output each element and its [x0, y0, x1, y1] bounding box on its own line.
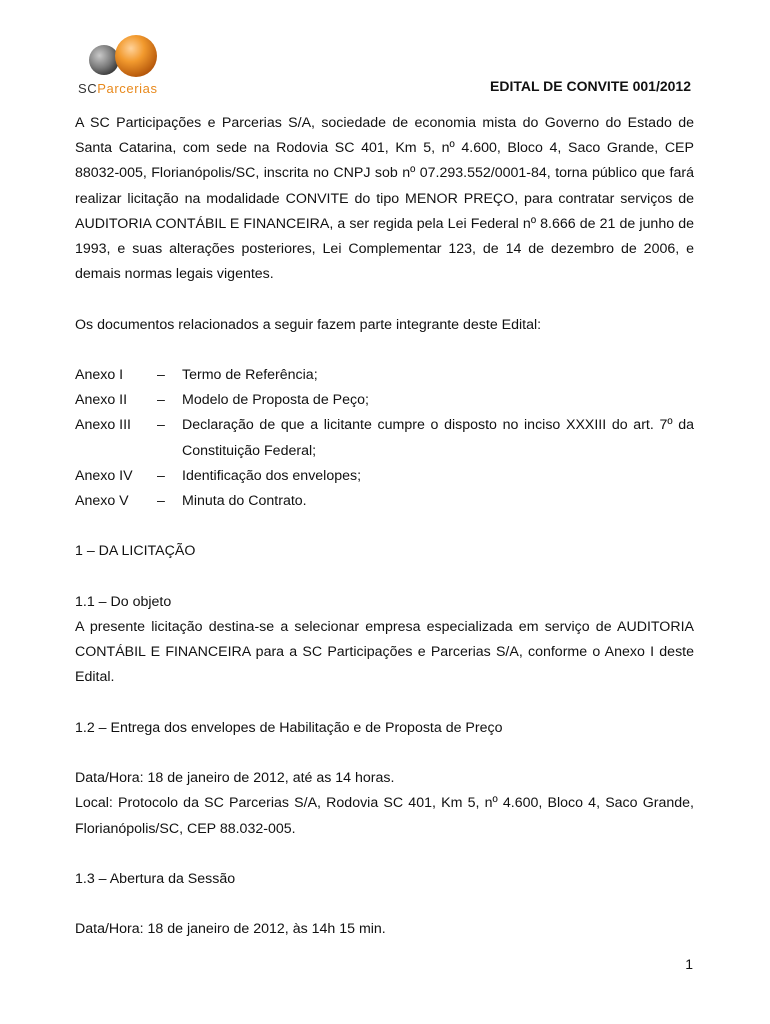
annex-text: Modelo de Proposta de Peço; — [182, 392, 369, 409]
annex-label: Anexo II — [75, 392, 128, 409]
annex-label: Anexo III — [75, 417, 131, 434]
annex-label: Anexo I — [75, 367, 124, 383]
annex-label: Anexo V — [75, 493, 129, 510]
logo-spheres-icon — [88, 34, 162, 82]
annex-dash: – — [157, 367, 165, 383]
annex-item — [75, 363, 694, 388]
section-1-title: 1 – DA LICITAÇÃO — [75, 543, 196, 560]
annex-text: Termo de Referência; — [182, 367, 318, 383]
annex-text: Identificação dos envelopes; — [182, 467, 362, 484]
section-1-1-text: A presente licitação destina-se a selecionar empresa especializada em serviço de AUDITORIA CONTÁBIL E FINANCEIRA para a SC Participações e Parcerias S/A, conforme o Anexo I deste Edital. — [75, 619, 694, 686]
logo-parcerias: Parcerias — [97, 81, 158, 96]
annex-dash: – — [157, 493, 165, 510]
page-number: 1 — [685, 956, 693, 972]
document-title: EDITAL DE CONVITE 001/2012 — [490, 78, 691, 94]
section-1-3-title: 1.3 – Abertura da Sessão — [75, 870, 236, 887]
annex-item — [75, 413, 694, 463]
docs-intro: Os documentos relacionados a seguir fazem parte integrante deste Edital: — [75, 316, 542, 333]
section-1-1-title: 1.1 – Do objeto — [75, 593, 172, 610]
annex-text: Minuta do Contrato. — [182, 493, 307, 510]
section-1-2-datetime: Data/Hora: 18 de janeiro de 2012, até as 14 horas. — [75, 770, 395, 787]
annex-item — [75, 489, 694, 514]
annex-list — [75, 363, 694, 514]
logo-wordmark — [78, 81, 158, 96]
company-logo — [78, 34, 178, 100]
logo-sc: SC — [78, 81, 98, 96]
annex-dash: – — [157, 417, 165, 434]
section-1-3-datetime: Data/Hora: 18 de janeiro de 2012, às 14h 15 min. — [75, 921, 386, 938]
section-1-2-title: 1.2 – Entrega dos envelopes de Habilitação e de Proposta de Preço — [75, 719, 503, 736]
section-1-2-local: Local: Protocolo da SC Parcerias S/A, Rodovia SC 401, Km 5, nº 4.600, Bloco 4, Saco Grande, Florianópolis/SC, CEP 88.032-005. — [75, 795, 694, 837]
annex-dash: – — [157, 392, 165, 409]
annex-text: Declaração de que a licitante cumpre o disposto no inciso XXXIII do art. 7º da Constituição Federal; — [182, 417, 694, 459]
document-body — [75, 111, 694, 943]
annex-label: Anexo IV — [75, 467, 133, 484]
intro-paragraph: A SC Participações e Parcerias S/A, sociedade de economia mista do Governo do Estado de Santa Catarina, com sede na Rodovia SC 401, Km 5, nº 4.600, Bloco 4, Saco Grande, CEP 88032-005, Florianópolis/SC, inscrita no CNPJ sob nº 07.293.552/0001-84, torna público que fará realizar licitação na modalidade CONVITE do tipo MENOR PREÇO, para contratar serviços de AUDITORIA CONTÁBIL E FINANCEIRA, a ser regida pela Lei Federal nº 8.666 de 21 de junho de 1993, e suas alterações posteriores, Lei Complementar 123, de 14 de dezembro de 2006, e demais normas legais vigentes. — [75, 115, 694, 283]
annex-item — [75, 464, 694, 489]
annex-dash: – — [157, 467, 165, 484]
annex-item — [75, 388, 694, 413]
